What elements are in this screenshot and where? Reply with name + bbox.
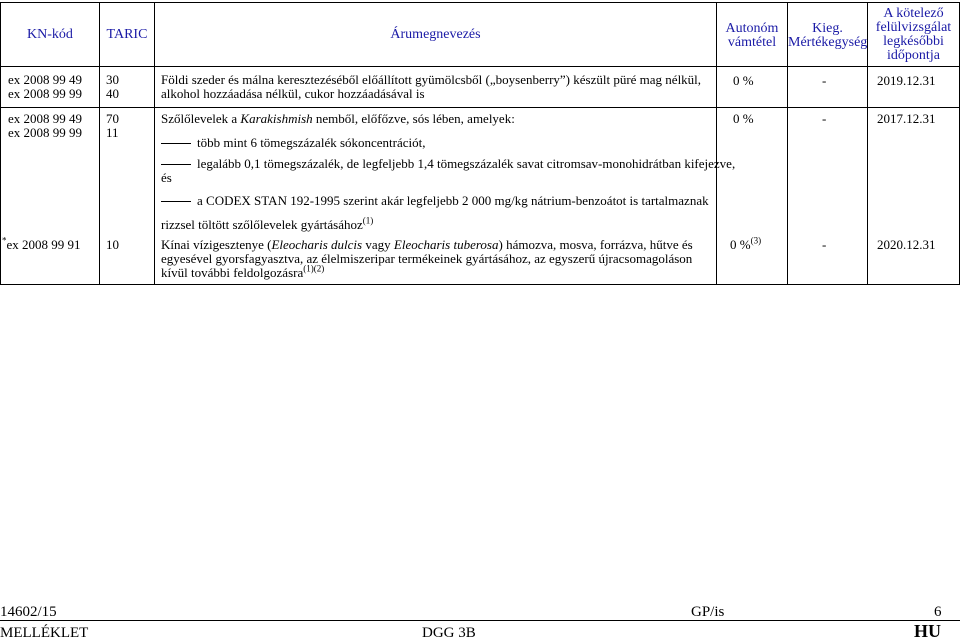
row1-description: Földi szeder és málna keresztezéséből előállított gyümölcsből („boysenberry”) készült püré mag nélkül, alkohol hozzáadása nélkül, cukor hozzáadásával is [161,72,702,101]
row3-description: Kínai vízigesztenye (Eleocharis dulcis vagy Eleocharis tuberosa) hámozva, mosva, forrázva, hűtve és egyesével gyorsfagyasztva, az élelmiszeripar termékeinek gyártásához, az egyszerű újracsomagoláson kívül további feldolgozásra$^{(1)(2)}$ [161,237,693,280]
header-kn-code: KN-kód [27,27,73,42]
dash-bullet [161,164,191,165]
header-supplementary-unit: Kieg. Mértékegység [788,21,868,50]
footer-dgg: DGG 3B [422,625,476,641]
row1-kn-codes: ex 2008 99 49 ex 2008 99 99 [8,72,83,101]
row1-bottom-border [0,107,960,108]
row3-kn-code: *ex 2008 99 91 [2,235,81,252]
footer-page-number: 6 [934,604,942,620]
footer-language: HU [914,621,941,641]
header-bottom-border [0,66,960,67]
row2-kn-codes: ex 2008 99 49 ex 2008 99 99 [8,111,83,140]
header-review-date: A kötelező felülvizsgálat legkésőbbi időpontja [875,6,952,63]
row1-rate: 0 % [733,73,754,88]
row1-unit: - [822,73,827,88]
row3-taric-code: 10 [106,237,119,252]
row2-rate: 0 % [733,111,754,126]
row3-review-date: 2020.12.31 [877,237,936,252]
dash-bullet [161,143,191,144]
footer-divider [0,620,960,621]
row2-taric-codes: 70 11 [106,111,119,140]
row1-review-date: 2019.12.31 [877,73,936,88]
footer-doc-number: 14602/15 [0,604,57,620]
dash-bullet [161,201,191,202]
footer-annex: MELLÉKLET [0,625,89,641]
header-taric: TARIC [106,27,148,42]
table-top-border [0,2,960,3]
row2-bullet-1: több mint 6 tömegszázalék sókoncentrációt, [161,136,426,150]
row2-unit: - [822,111,827,126]
column-divider [99,2,100,285]
table-left-border [0,2,1,285]
row3-unit: - [822,237,827,252]
footer-initials: GP/is [691,604,725,620]
header-autonomous-rate: Autonóm vámtétel [725,21,779,50]
header-description: Árumegnevezés [390,27,481,42]
row2-review-date: 2017.12.31 [877,111,936,126]
row2-bullet-3: a CODEX STAN 192-1995 szerint akár legfeljebb 2 000 mg/kg nátrium-benzoátot is tartalmaznak [161,194,709,208]
column-divider [154,2,155,285]
table-bottom-border [0,284,960,285]
row2-bullet-2: legalább 0,1 tömegszázalék, de legfeljebb 1,4 tömegszázalék savat citromsav-monohidrátban kifejezve, és [161,156,736,185]
row1-taric-codes: 30 40 [106,72,119,101]
row3-rate: 0 %$^{(3)}$ [730,235,762,252]
row2-description-end: rizzsel töltött szőlőlevelek gyártásához$^{(1)}$ [161,215,374,232]
row2-description-intro: Szőlőlevelek a Karakishmish nemből, előfőzve, sós lében, amelyek: [161,111,515,126]
